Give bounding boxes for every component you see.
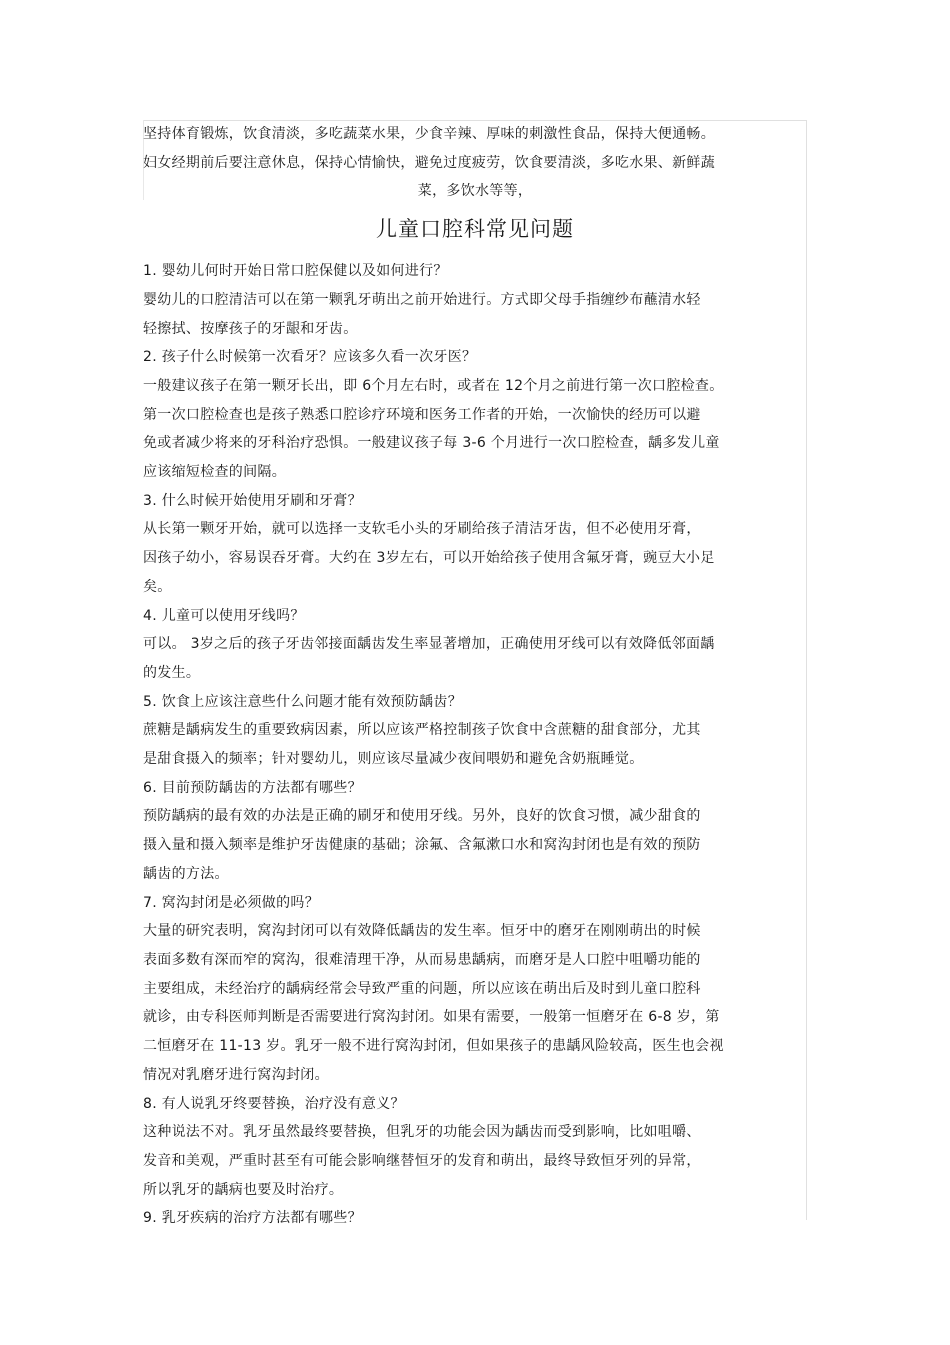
question-3: 3. 什么时候开始使用牙刷和牙膏？ xyxy=(143,492,362,509)
answer-line: 的发生。 xyxy=(143,664,201,681)
document-page xyxy=(143,120,807,1233)
question-9: 9. 乳牙疾病的治疗方法都有哪些？ xyxy=(143,1210,362,1227)
intro-line-3: 菜，多饮水等等， xyxy=(417,183,533,200)
answer-line: 第一次口腔检查也是孩子熟悉口腔诊疗环境和医务工作者的开始，一次愉快的经历可以避 xyxy=(143,406,701,423)
answer-line: 情况对乳磨牙进行窝沟封闭。 xyxy=(143,1066,329,1083)
answer-line: 二恒磨牙在 11-13 岁。乳牙一般不进行窝沟封闭，但如果孩子的患龋风险较高，医生也会视 xyxy=(143,1038,724,1055)
answer-line: 免或者减少将来的牙科治疗恐惧。一般建议孩子每 3-6 个月进行一次口腔检查，龋多发儿童 xyxy=(143,435,720,452)
question-6: 6. 目前预防龋齿的方法都有哪些？ xyxy=(143,779,362,796)
answer-line: 蔗糖是龋病发生的重要致病因素，所以应该严格控制孩子饮食中含蔗糖的甜食部分，尤其 xyxy=(143,722,701,739)
answer-line: 一般建议孩子在第一颗牙长出，即 6个月左右时，或者在 12个月之前进行第一次口腔检查。 xyxy=(143,377,724,394)
question-7: 7. 窝沟封闭是必须做的吗？ xyxy=(143,894,320,911)
answer-line: 大量的研究表明，窝沟封闭可以有效降低龋齿的发生率。恒牙中的磨牙在刚刚萌出的时候 xyxy=(143,923,701,940)
answer-line: 主要组成，未经治疗的龋病经常会导致严重的问题，所以应该在萌出后及时到儿童口腔科 xyxy=(143,980,701,997)
body-text xyxy=(143,257,807,1233)
answer-line: 婴幼儿的口腔清洁可以在第一颗乳牙萌出之前开始进行。方式即父母手指缠纱布蘸清水轻 xyxy=(143,291,701,308)
answer-line: 这种说法不对。乳牙虽然最终要替换，但乳牙的功能会因为龋齿而受到影响，比如咀嚼、 xyxy=(143,1124,701,1141)
question-5: 5. 饮食上应该注意些什么问题才能有效预防龋齿？ xyxy=(143,693,463,710)
answer-line: 表面多数有深而窄的窝沟，很难清理干净，从而易患龋病，而磨牙是人口腔中咀嚼功能的 xyxy=(143,951,701,968)
intro-line-2: 妇女经期前后要注意休息，保持心情愉快，避免过度疲劳，饮食要清淡，多吃水果、新鲜蔬 xyxy=(143,154,715,171)
question-8: 8. 有人说乳牙终要替换，治疗没有意义？ xyxy=(143,1095,405,1112)
question-4: 4. 儿童可以使用牙线吗？ xyxy=(143,607,305,624)
intro-line-1: 坚持体育锻炼，饮食清淡，多吃蔬菜水果，少食辛辣、厚味的刺激性食品，保持大便通畅。 xyxy=(143,126,715,142)
answer-line: 轻擦拭、按摩孩子的牙龈和牙齿。 xyxy=(143,320,358,337)
answer-line: 从长第一颗牙开始，就可以选择一支软毛小头的牙刷给孩子清洁牙齿，但不必使用牙膏， xyxy=(143,521,701,538)
answer-line: 矣。 xyxy=(143,578,172,595)
question-1: 1. 婴幼儿何时开始日常口腔保健以及如何进行？ xyxy=(143,263,448,280)
answer-line: 就诊，由专科医师判断是否需要进行窝沟封闭。如果有需要，一般第一恒磨牙在 6-8 岁，第 xyxy=(143,1009,720,1026)
answer-line: 可以。 3岁之后的孩子牙齿邻接面龋齿发生率显著增加，正确使用牙线可以有效降低邻面龋 xyxy=(143,636,715,653)
question-2: 2. 孩子什么时候第一次看牙？应该多久看一次牙医？ xyxy=(143,349,477,366)
answer-line: 摄入量和摄入频率是维护牙齿健康的基础；涂氟、含氟漱口水和窝沟封闭也是有效的预防 xyxy=(143,837,701,854)
answer-line: 发音和美观，严重时甚至有可能会影响继替恒牙的发育和萌出，最终导致恒牙列的异常， xyxy=(143,1152,701,1169)
answer-line: 预防龋病的最有效的办法是正确的刷牙和使用牙线。另外，良好的饮食习惯，减少甜食的 xyxy=(143,808,701,825)
answer-line: 龋齿的方法。 xyxy=(143,865,229,882)
document-title: 儿童口腔科常见问题 xyxy=(376,217,574,242)
answer-line: 因孩子幼小，容易误吞牙膏。大约在 3岁左右，可以开始给孩子使用含氟牙膏，豌豆大小足 xyxy=(143,550,715,567)
answer-line: 应该缩短检查的间隔。 xyxy=(143,464,286,481)
answer-line: 是甜食摄入的频率；针对婴幼儿，则应该尽量减少夜间喂奶和避免含奶瓶睡觉。 xyxy=(143,751,644,768)
answer-line: 所以乳牙的龋病也要及时治疗。 xyxy=(143,1181,344,1198)
